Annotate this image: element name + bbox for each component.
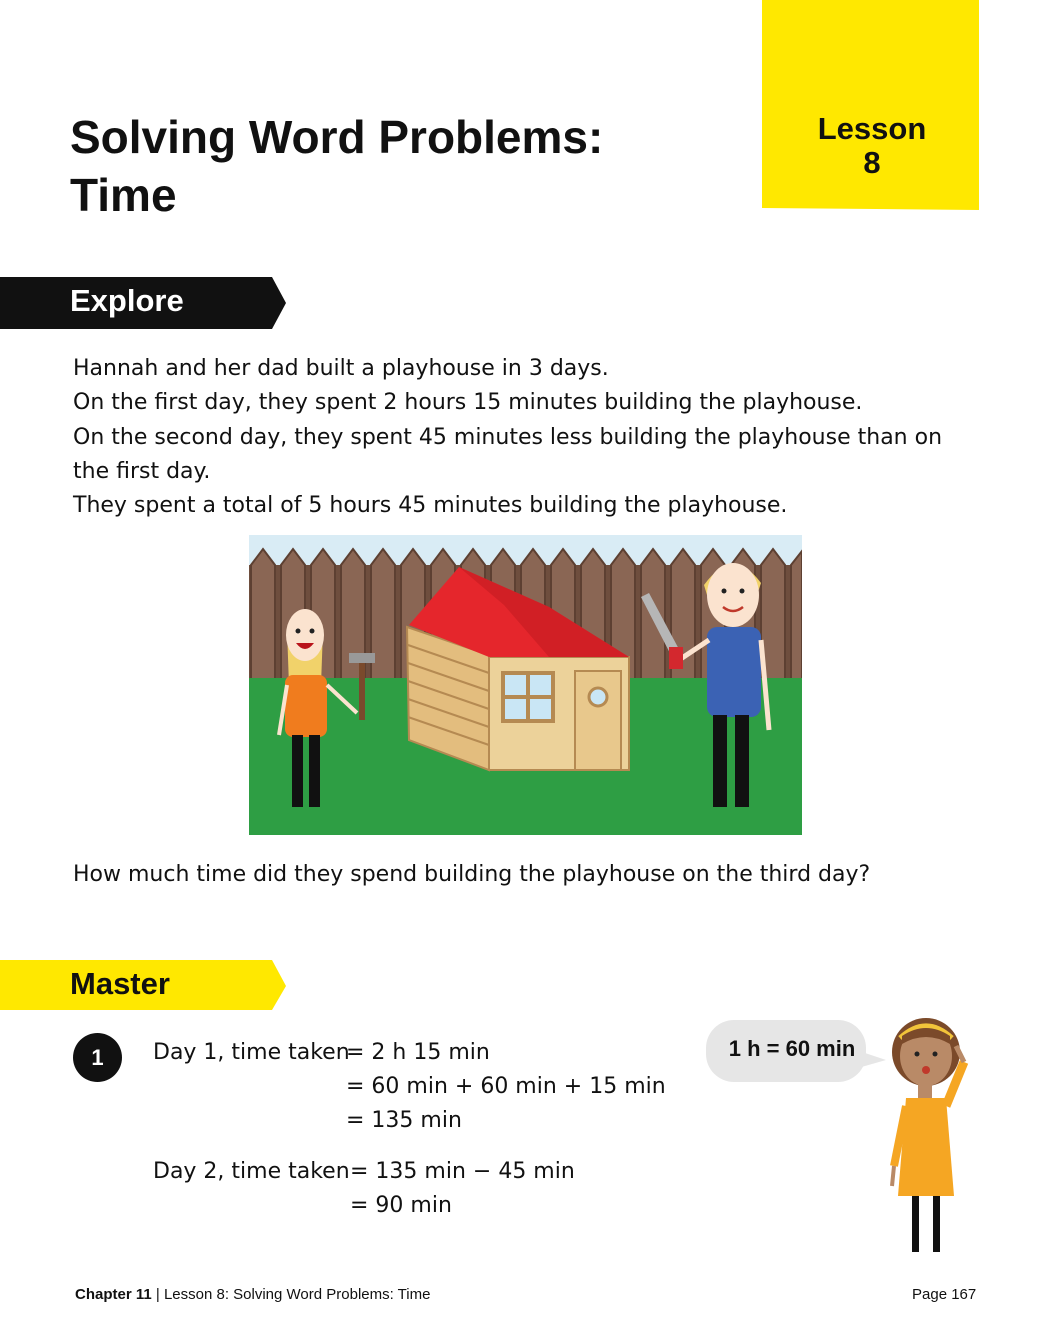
hammer-handle xyxy=(359,660,365,720)
footer-lesson: Lesson 8: Solving Word Problems: Time xyxy=(163,1286,431,1303)
lesson-label xyxy=(762,112,982,180)
title-line-1: Solving Word Problems: xyxy=(70,111,604,163)
playhouse-door xyxy=(575,671,621,770)
title-line-2: Time xyxy=(70,169,177,221)
footer-separator: | xyxy=(155,1286,160,1303)
day1-step-3: = 135 min xyxy=(346,1108,462,1133)
saw-handle xyxy=(669,647,683,669)
speech-bubble-text: 1 h = 60 min xyxy=(728,1036,856,1061)
lesson-number: 8 xyxy=(863,145,881,180)
playhouse-illustration xyxy=(249,535,802,835)
footer-left xyxy=(75,1286,430,1303)
explore-line-3: On the second day, they spent 45 minutes less building the playhouse than on xyxy=(73,424,943,450)
hannah-shirt xyxy=(285,675,327,737)
thinking-girl-illustration xyxy=(880,1016,976,1260)
footer-page-number: Page 167 xyxy=(912,1286,977,1303)
explore-line-2: On the first day, they spent 2 hours 15 minutes building the playhouse. xyxy=(73,390,863,416)
master-heading: Master xyxy=(70,966,170,1001)
day2-step-1: = 135 min − 45 min xyxy=(350,1159,575,1184)
page-title xyxy=(70,108,750,224)
explore-heading: Explore xyxy=(70,283,184,318)
item-number-badge: 1 xyxy=(73,1033,122,1082)
lesson-word: Lesson xyxy=(817,111,927,146)
dad-shirt xyxy=(707,627,761,717)
explore-paragraph xyxy=(73,352,973,523)
day1-step-2: = 60 min + 60 min + 15 min xyxy=(346,1074,666,1099)
day1-step-1: = 2 h 15 min xyxy=(346,1040,490,1065)
explore-line-4: the first day. xyxy=(73,458,211,484)
day2-step-2: = 90 min xyxy=(350,1193,452,1218)
day1-label: Day 1, time taken xyxy=(153,1040,350,1065)
day2-label: Day 2, time taken xyxy=(153,1159,350,1184)
explore-line-1: Hannah and her dad built a playhouse in 3 days. xyxy=(73,356,609,381)
explore-line-5: They spent a total of 5 hours 45 minutes building the playhouse. xyxy=(73,493,788,519)
explore-question: How much time did they spend building the playhouse on the third day? xyxy=(73,862,871,887)
footer-chapter: Chapter 11 xyxy=(75,1286,152,1303)
